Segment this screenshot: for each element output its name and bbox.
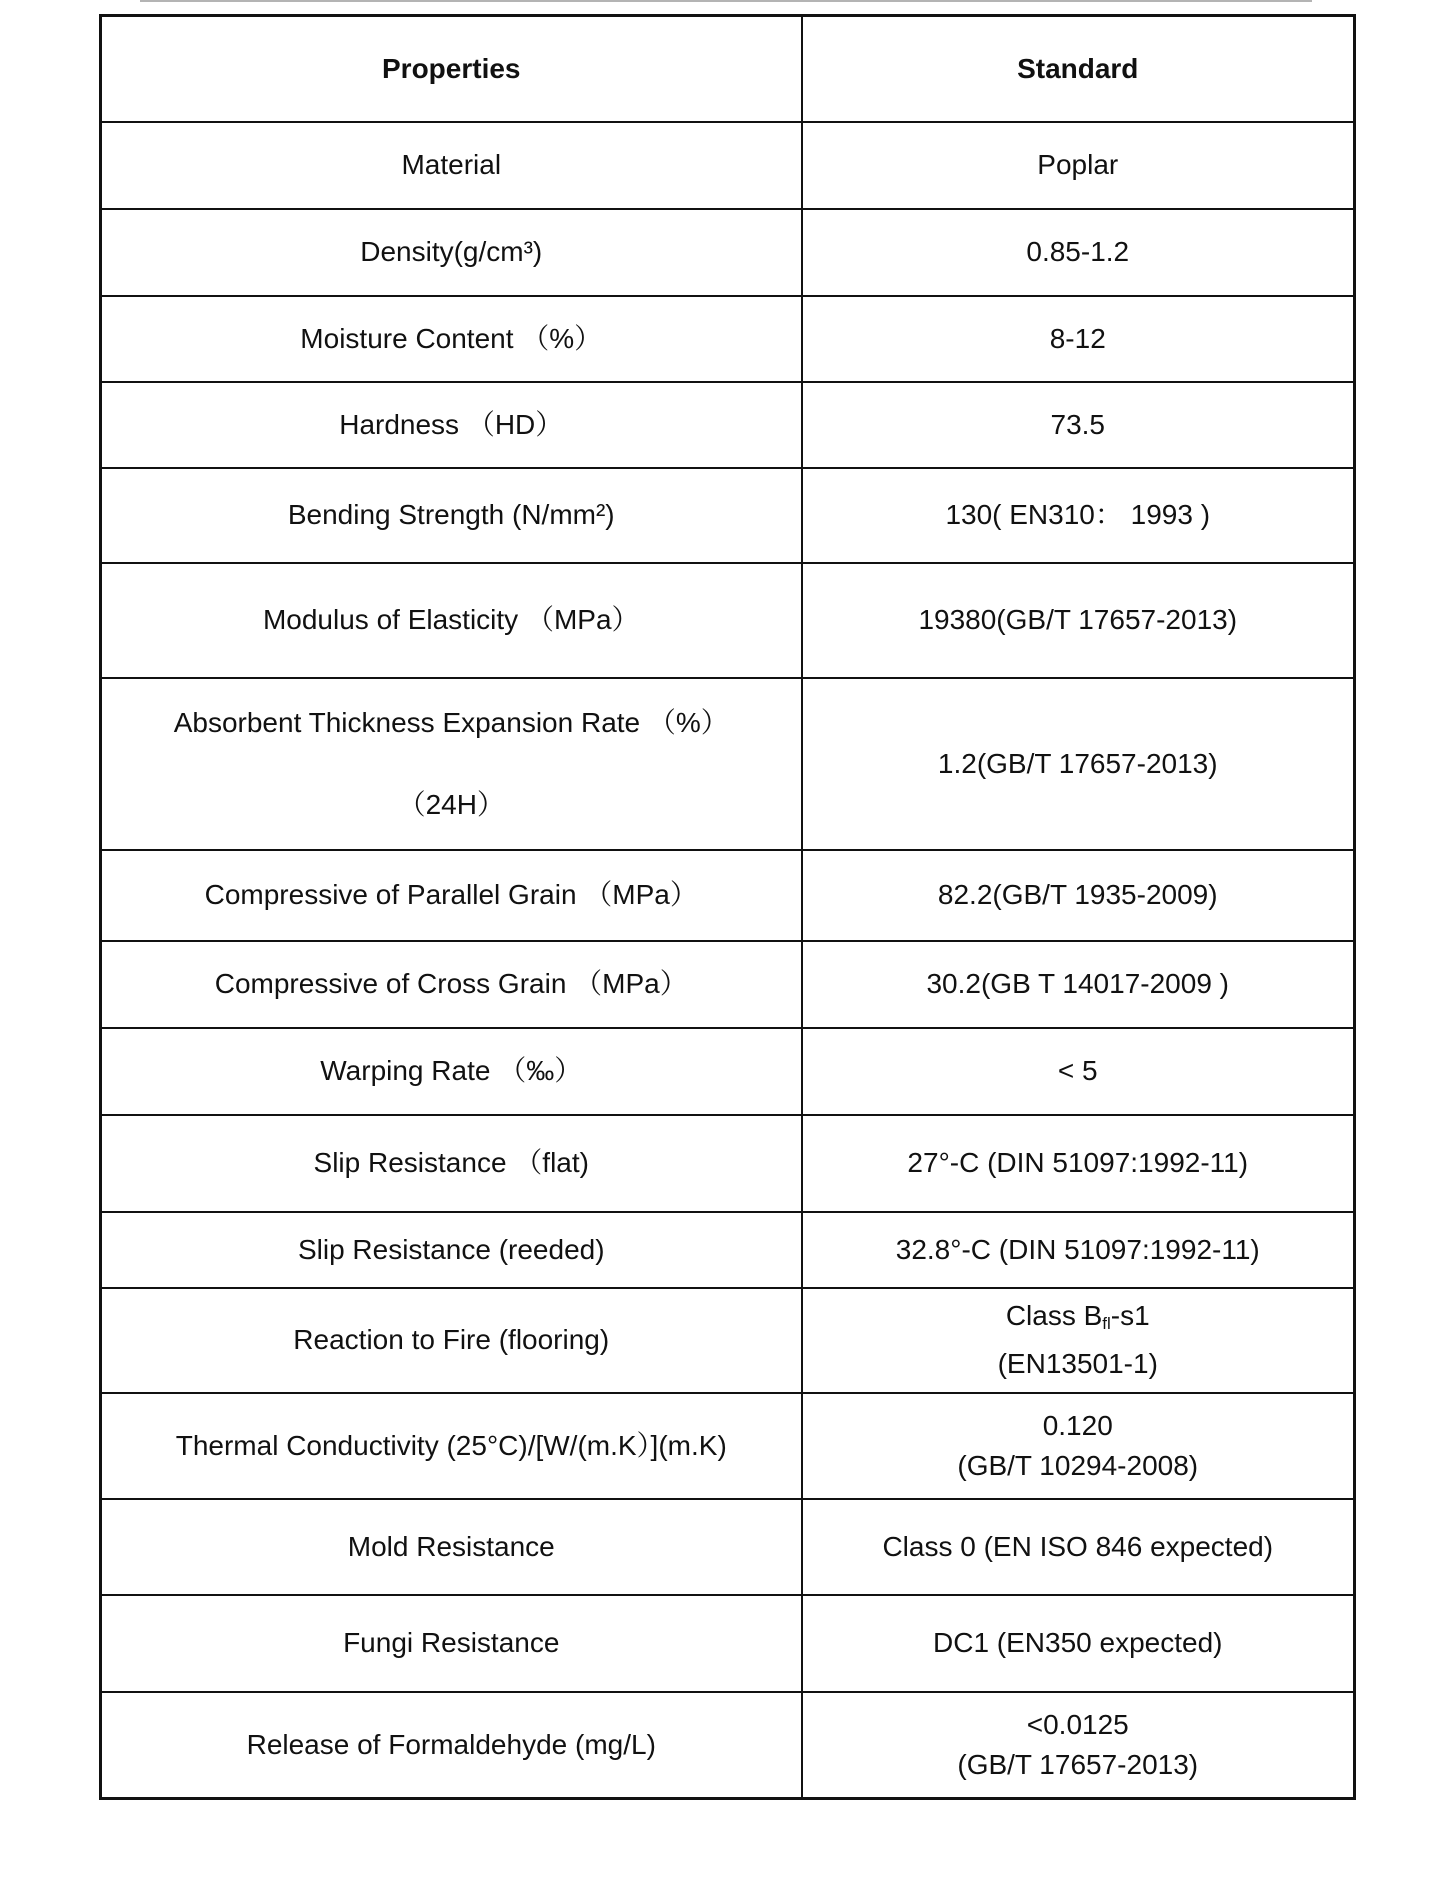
property-cell: Slip Resistance (reeded) xyxy=(101,1212,802,1288)
property-cell: Mold Resistance xyxy=(101,1499,802,1595)
standard-cell: Poplar xyxy=(802,122,1355,209)
property-cell: Moisture Content （%） xyxy=(101,296,802,382)
table-row xyxy=(101,1115,1355,1212)
property-cell: Release of Formaldehyde (mg/L) xyxy=(101,1692,802,1799)
property-cell: Bending Strength (N/mm²) xyxy=(101,468,802,563)
table-row xyxy=(101,1692,1355,1799)
standard-line-2: (GB/T 17657-2013) xyxy=(957,1748,1199,1780)
standard-cell: < 5 xyxy=(802,1028,1355,1115)
property-cell: Reaction to Fire (flooring) xyxy=(101,1288,802,1393)
standard-cell: 32.8°-C (DIN 51097:1992-11) xyxy=(802,1212,1355,1288)
subscript: fl xyxy=(1102,1314,1111,1333)
standard-cell xyxy=(802,1288,1355,1393)
standard-cell: 8-12 xyxy=(802,296,1355,382)
property-cell xyxy=(101,678,802,850)
standard-line-1: <0.0125 xyxy=(1026,1708,1129,1740)
table-row xyxy=(101,563,1355,678)
property-line-2: （24H） xyxy=(397,788,505,820)
table-row xyxy=(101,382,1355,468)
property-cell: Fungi Resistance xyxy=(101,1595,802,1692)
property-cell: Material xyxy=(101,122,802,209)
table-row xyxy=(101,1499,1355,1595)
property-cell: Warping Rate （‰） xyxy=(101,1028,802,1115)
standard-cell: Class 0 (EN ISO 846 expected) xyxy=(802,1499,1355,1595)
standard-cell: 130( EN310： 1993 ) xyxy=(802,468,1355,563)
standard-cell: 82.2(GB/T 1935-2009) xyxy=(802,850,1355,941)
standard-cell: 1.2(GB/T 17657-2013) xyxy=(802,678,1355,850)
standard-cell: 73.5 xyxy=(802,382,1355,468)
standard-line-1: Class $B_{fl}-s1$ xyxy=(1005,1300,1150,1333)
standard-line-2: (EN13501-1) xyxy=(997,1348,1158,1379)
table-row xyxy=(101,1288,1355,1393)
table-row xyxy=(101,1028,1355,1115)
standard-cell: 27°-C (DIN 51097:1992-11) xyxy=(802,1115,1355,1212)
table-header-row xyxy=(101,16,1355,122)
standard-line-1: 0.120 xyxy=(1042,1409,1113,1441)
property-cell: Compressive of Parallel Grain （MPa） xyxy=(101,850,802,941)
property-cell: Modulus of Elasticity （MPa） xyxy=(101,563,802,678)
property-cell: Thermal Conductivity (25°C)/[W/(m.K）](m.K) xyxy=(101,1393,802,1499)
standard-cell: 19380(GB/T 17657-2013) xyxy=(802,563,1355,678)
property-cell: Compressive of Cross Grain （MPa） xyxy=(101,941,802,1028)
table-row xyxy=(101,850,1355,941)
table-row xyxy=(101,1595,1355,1692)
standard-cell: 0.85-1.2 xyxy=(802,209,1355,296)
property-cell: Slip Resistance （flat) xyxy=(101,1115,802,1212)
standard-cell: 30.2(GB T 14017-2009 ) xyxy=(802,941,1355,1028)
top-divider-rule xyxy=(140,0,1312,2)
table-row xyxy=(101,941,1355,1028)
table-row xyxy=(101,1393,1355,1499)
standard-cell xyxy=(802,1692,1355,1799)
specification-table xyxy=(99,14,1356,1800)
table-row xyxy=(101,468,1355,563)
property-cell: Density(g/cm³) xyxy=(101,209,802,296)
header-standard: Standard xyxy=(802,16,1355,122)
table-row xyxy=(101,678,1355,850)
standard-cell xyxy=(802,1393,1355,1499)
header-properties: Properties xyxy=(101,16,802,122)
table-row xyxy=(101,296,1355,382)
standard-line-2: (GB/T 10294-2008) xyxy=(957,1449,1199,1481)
table-row xyxy=(101,122,1355,209)
property-line-1: Absorbent Thickness Expansion Rate （%） xyxy=(173,706,729,738)
property-cell: Hardness （HD） xyxy=(101,382,802,468)
table-row xyxy=(101,1212,1355,1288)
table-row xyxy=(101,209,1355,296)
standard-cell: DC1 (EN350 expected) xyxy=(802,1595,1355,1692)
